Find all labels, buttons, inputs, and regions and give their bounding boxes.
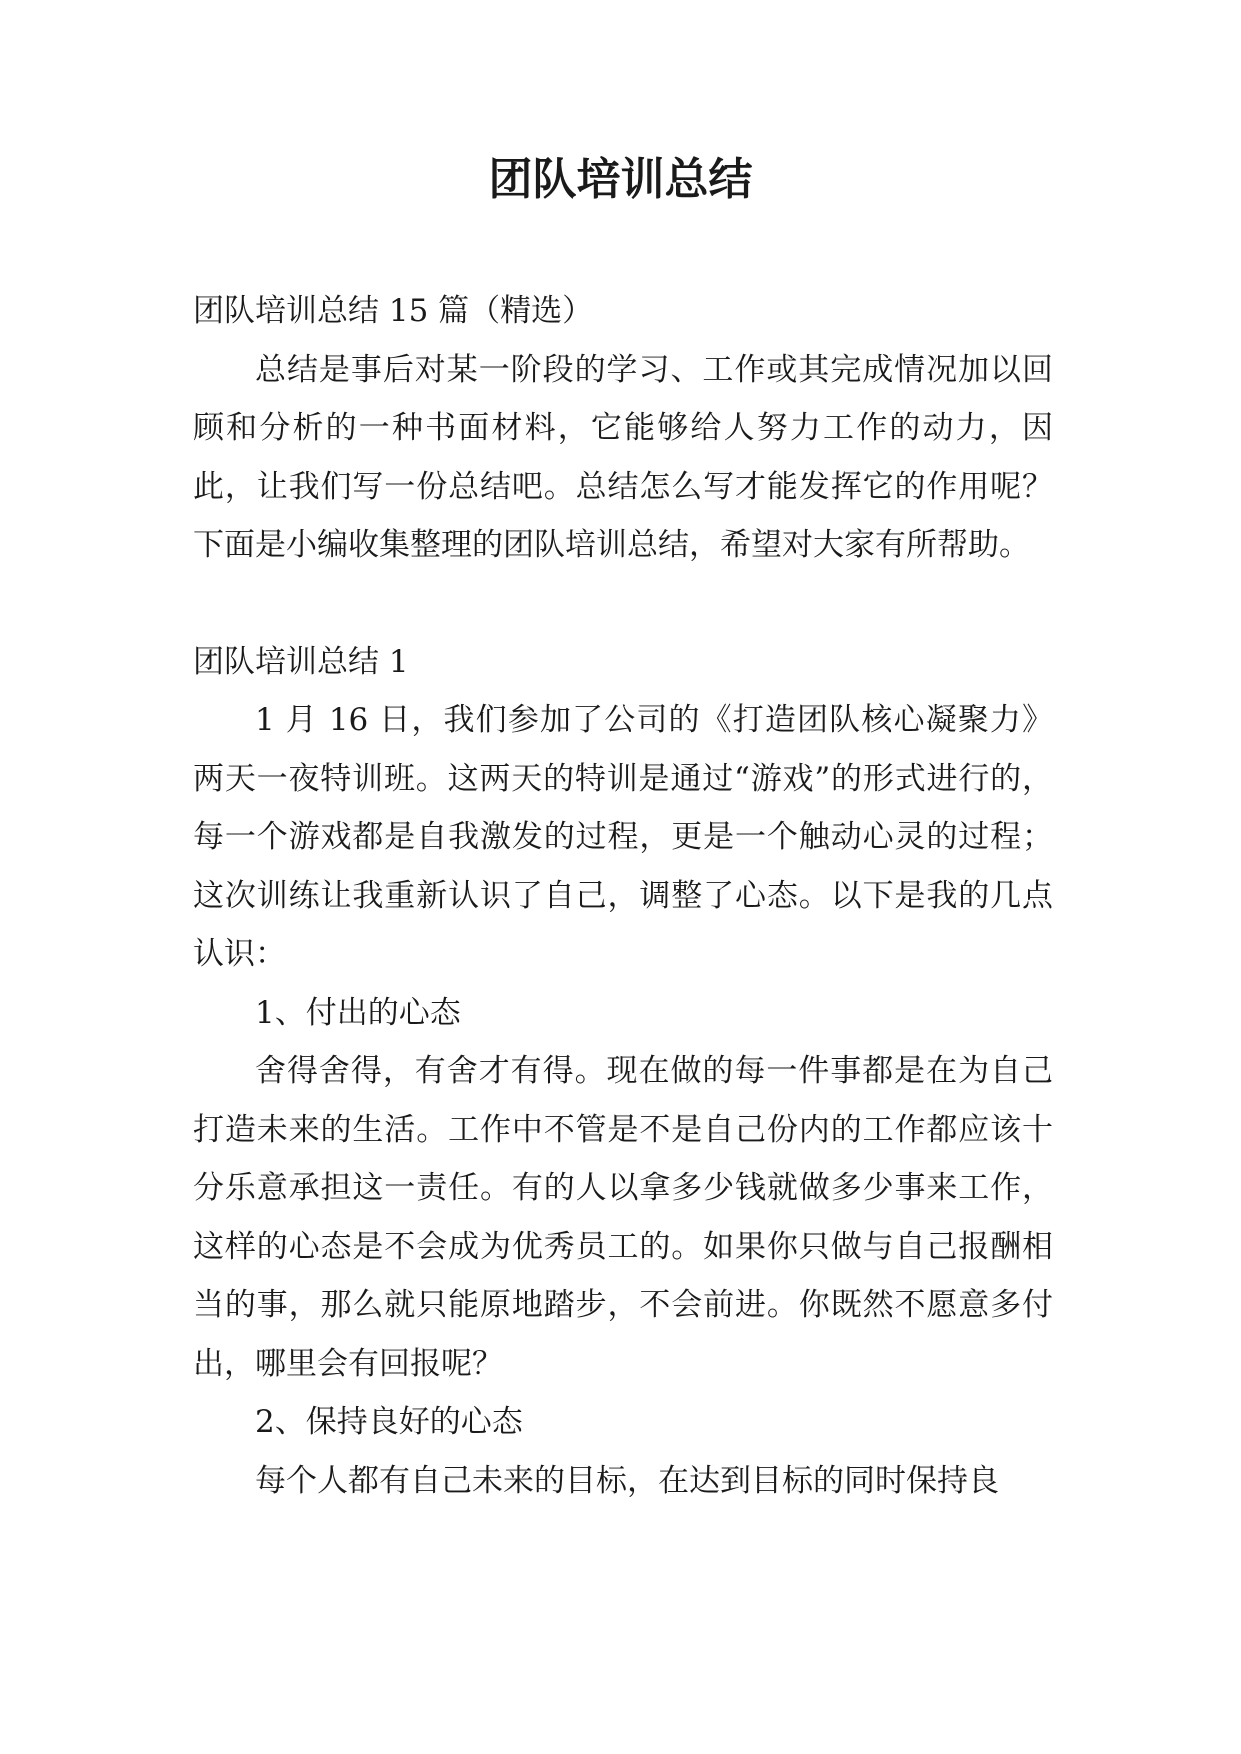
document-body — [193, 282, 1053, 1510]
section-heading-1: 团队培训总结 1 — [193, 643, 409, 680]
collection-heading: 团队培训总结 15 篇（精选） — [193, 293, 594, 329]
point-heading-2: 2、保持良好的心态 — [255, 1404, 523, 1440]
point-2-paragraph: 每个人都有自己未来的目标，在达到目标的同时保持良 — [255, 1462, 999, 1499]
document-title: 团队培训总结 — [488, 154, 753, 205]
point-heading-1: 1、付出的心态 — [255, 994, 461, 1031]
intro-paragraph: 总结是事后对某一阶段的学习、工作或其完成情况加以回顾和分析的一种书面材料，它能够给人努力工作的动力，因此，让我们写一份总结吧。总结怎么写才能发挥它的作用呢？下面是小编收集整理的团队培训总结，希望对大家有所帮助。 — [193, 351, 1053, 563]
point-1-paragraph: 舍得舍得，有舍才有得。现在做的每一件事都是在为自己打造未来的生活。工作中不管是不是自己份内的工作都应该十分乐意承担这一责任。有的人以拿多少钱就做多少事来工作，这样的心态是不会成为优秀员工的。如果你只做与自己报酬相当的事，那么就只能原地踏步，不会前进。你既然不愿意多付出，哪里会有回报呢？ — [193, 1053, 1053, 1382]
section-1-paragraph: 1 月 16 日，我们参加了公司的《打造团队核心凝聚力》两天一夜特训班。这两天的特训是通过“游戏”的形式进行的，每一个游戏都是自我激发的过程，更是一个触动心灵的过程；这次训练让我重新认识了自己，调整了心态。以下是我的几点认识： — [193, 702, 1053, 972]
